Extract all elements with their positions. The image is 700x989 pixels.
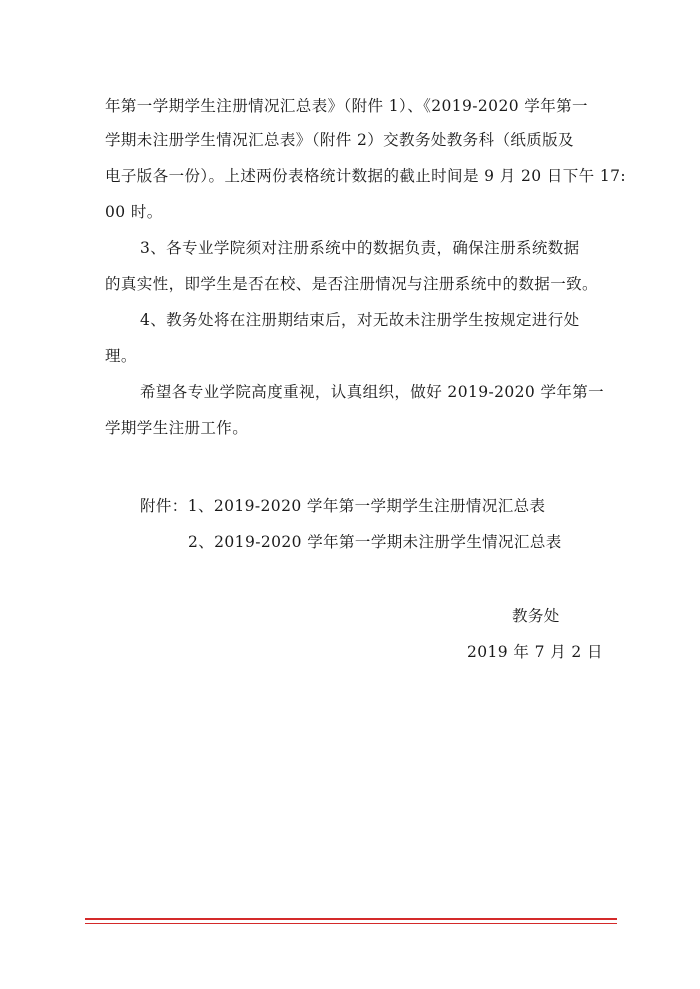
attachment-line-1: 附件：1、2019-2020 学年第一学期学生注册情况汇总表 bbox=[140, 497, 546, 515]
attachment-line-2: 2、2019-2020 学年第一学期未注册学生情况汇总表 bbox=[188, 533, 562, 551]
body-line-6: 的真实性，即学生是否在校、是否注册情况与注册系统中的数据一致。 bbox=[105, 275, 598, 293]
body-line-4: 00 时。 bbox=[105, 203, 163, 221]
body-line-8: 理。 bbox=[105, 347, 137, 365]
signature-office: 教务处 bbox=[512, 607, 560, 625]
body-line-10: 学期学生注册工作。 bbox=[105, 419, 249, 437]
body-line-5: 3、各专业学院须对注册系统中的数据负责，确保注册系统数据 bbox=[140, 239, 580, 257]
footer-rule-bottom bbox=[85, 923, 617, 924]
footer-rule-top bbox=[85, 918, 617, 920]
body-line-7: 4、教务处将在注册期结束后，对无故未注册学生按规定进行处 bbox=[140, 311, 580, 329]
body-line-3: 电子版各一份）。上述两份表格统计数据的截止时间是 9 月 20 日下午 17: bbox=[105, 167, 627, 185]
body-line-1: 年第一学期学生注册情况汇总表》（附件 1）、《2019-2020 学年第一 bbox=[105, 97, 588, 115]
signature-date: 2019 年 7 月 2 日 bbox=[467, 643, 603, 661]
body-line-9: 希望各专业学院高度重视，认真组织，做好 2019-2020 学年第一 bbox=[140, 383, 605, 401]
body-line-2: 学期未注册学生情况汇总表》（附件 2）交教务处教务科（纸质版及 bbox=[105, 131, 574, 149]
